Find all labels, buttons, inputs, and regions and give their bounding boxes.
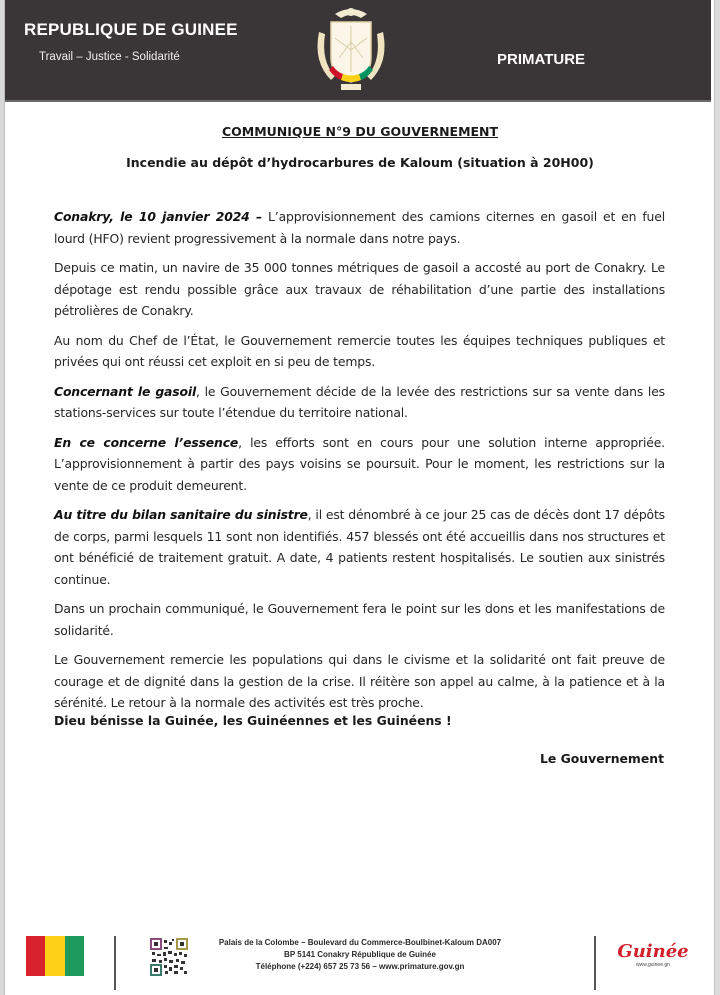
paragraph-thanks-teams [54, 330, 665, 373]
paragraph-text: Dans un prochain communiqué, le Gouvernement fera le point sur les dons et les manifestations de solidarité. [54, 601, 665, 638]
paragraph-text: , il est dénombré à ce jour 25 cas de décès dont 17 dépôts de corps, parmi lesquels 11 sont non identifiés. 457 blessés ont été accueillis dans nos structures et ont bénéficié de traitement gratuit. A date, 4 patients restent hospitalisés. Le soutien aux sinistrés continue. [54, 507, 665, 587]
office-name: PRIMATURE [497, 51, 586, 68]
address-line: BP 5141 Conakry République de Guinée [284, 950, 436, 959]
paragraph-thanks-population [54, 649, 665, 714]
paragraph-lead: Au titre du bilan sanitaire du sinistre [54, 507, 308, 522]
paragraph-lead: Conakry, le 10 janvier 2024 – [54, 209, 263, 224]
paragraph-text: L’approvisionnement des camions citernes en gasoil et en fuel lourd (HFO) revient progressivement à la normale dans notre pays. [54, 209, 666, 246]
paragraph-text: Depuis ce matin, un navire de 35 000 tonnes métriques de gasoil a accosté au port de Conakry. Le dépotage est rendu possible grâce aux travaux de réhabilitation d’une partie des installations pétrolières de Conakry. [54, 260, 665, 318]
address-line: Palais de la Colombe – Boulevard du Commerce-Boulbinet-Kaloum DA007 [218, 938, 502, 947]
paragraph-text: , les efforts sont en cours pour une solution interne appropriée. L’approvisionnement à partir des pays voisins se poursuit. Pour le moment, les restrictions sur la vente de ce produit demeurent. [54, 434, 666, 493]
paragraph-health-toll [54, 504, 665, 590]
paragraph-text: Au nom du Chef de l’État, le Gouvernement remercie toutes les équipes techniques publiques et privées qui ont réussi cet exploit en si peu de temps. [54, 332, 665, 369]
page-edge-right [714, 0, 720, 995]
paragraph-text: , le Gouvernement décide de la levée des restrictions sur sa vente dans les stations-services sur toute l’étendue du territoire national. [54, 383, 665, 420]
address-phone-website: Téléphone (+224) 657 25 73 56 – www.primature.gov.gn [255, 962, 465, 971]
flag-yellow-band [45, 936, 64, 976]
closing-blessing: Dieu bénisse la Guinée, les Guinéennes et les Guinéens ! [54, 713, 452, 728]
page-edge-left [0, 0, 5, 995]
communique-body [54, 206, 665, 722]
footer-divider-left [114, 936, 116, 990]
guinee-brand-logo [614, 942, 692, 969]
paragraph-lead: En ce concerne l’essence [54, 434, 239, 450]
communique-subtitle: Incendie au dépôt d’hydrocarbures de Kaloum (situation à 20H00) [126, 155, 594, 170]
flag-green-band [65, 936, 84, 976]
paragraph-lead: Concernant le gasoil [54, 383, 197, 399]
communique-title: COMMUNIQUE N°9 DU GOUVERNEMENT [221, 124, 499, 139]
qr-code-icon [150, 938, 188, 976]
signature: Le Gouvernement [540, 751, 664, 766]
flag-red-band [26, 936, 45, 976]
guinea-coat-of-arms-icon [305, 2, 397, 94]
paragraph-next-communique [54, 598, 665, 641]
paragraph-date [54, 206, 665, 249]
country-name: REPUBLIQUE DE GUINEE [24, 20, 238, 39]
paragraph-text: Le Gouvernement remercie les populations qui dans le civisme et la solidarité ont fait preuve de courage et de dignité dans la gestion de la crise. Il réitère son appel au calme, à la patience et à la sérénité. Le retour à la normale des activités est très proche. [54, 652, 665, 710]
brand-url: www.guinee.gn [636, 962, 670, 968]
footer-divider-right [594, 936, 596, 990]
letterhead-banner [5, 0, 711, 102]
brand-name: Guinée [617, 941, 689, 962]
paragraph-essence [54, 432, 665, 497]
paragraph-ship-arrival [54, 257, 665, 322]
footer-address [205, 937, 515, 973]
guinea-flag-icon [26, 936, 84, 976]
paragraph-gasoil [54, 381, 665, 424]
national-motto: Travail – Justice - Solidarité [39, 51, 180, 63]
